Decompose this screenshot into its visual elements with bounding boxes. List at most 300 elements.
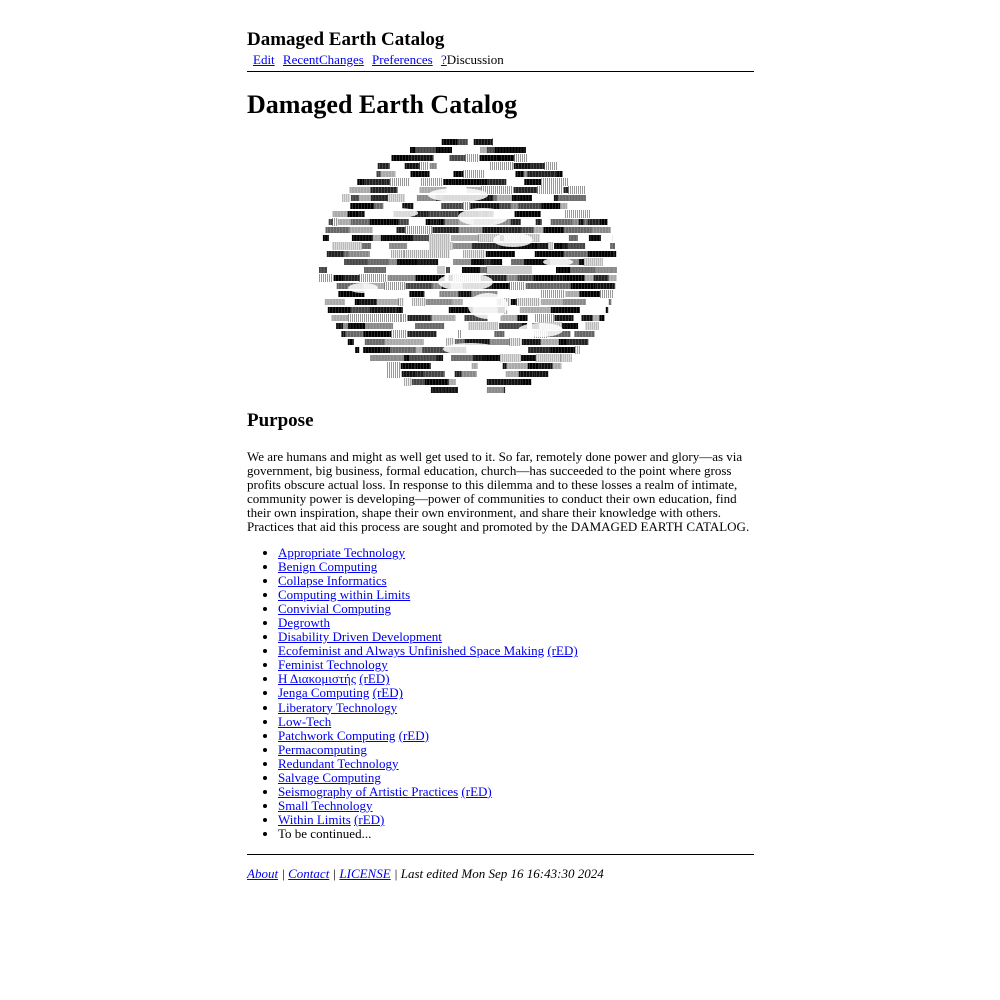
globe-mark [326, 227, 350, 233]
red-link[interactable]: (rED) [372, 685, 403, 701]
globe-cloud [378, 208, 418, 218]
globe-mark [421, 178, 441, 186]
globe-mark [535, 251, 564, 257]
globe-mark [454, 171, 464, 177]
globe-mark [463, 202, 469, 210]
globe-mark [501, 227, 521, 233]
globe-mark [507, 379, 521, 385]
globe-mark [555, 275, 565, 281]
globe-mark [493, 195, 497, 201]
globe-mark [558, 171, 563, 177]
list-item [278, 602, 754, 616]
last-edited: Last edited Mon Sep 16 16:43:30 2024 [400, 865, 604, 881]
about-link[interactable]: About [247, 865, 279, 881]
globe-mark [453, 299, 463, 305]
globe-mark [593, 315, 600, 321]
globe-mark [479, 179, 487, 185]
globe-mark [405, 378, 411, 386]
globe-mark [553, 363, 562, 369]
globe-mark [458, 139, 468, 145]
globe-mark [517, 298, 539, 306]
globe-mark [511, 219, 521, 225]
globe-mark [514, 163, 532, 169]
globe-mark [545, 307, 551, 313]
globe-mark [429, 211, 441, 217]
globe-mark [385, 339, 406, 345]
globe-mark [329, 219, 333, 225]
globe-mark [519, 371, 535, 377]
globe-mark [548, 242, 552, 250]
globe-mark [511, 203, 518, 209]
globe-mark [397, 259, 418, 265]
globe-mark [606, 307, 608, 313]
globe-mark [564, 251, 588, 257]
catalog-link[interactable]: Collapse Informatics [278, 573, 387, 589]
globe-mark [528, 171, 553, 177]
globe-mark [429, 234, 449, 242]
catalog-link[interactable]: Within Limits [278, 811, 351, 827]
recent-changes-link[interactable]: RecentChanges [282, 52, 364, 67]
catalog-link[interactable]: Liberatory Technology [278, 699, 398, 715]
globe-mark [579, 259, 584, 265]
globe-mark [319, 267, 327, 273]
globe-mark [343, 194, 349, 202]
globe-mark [407, 331, 436, 337]
globe-mark [573, 219, 579, 225]
globe-mark [388, 362, 400, 370]
globe-mark [443, 179, 453, 185]
globe-mark [464, 250, 484, 258]
list-item [278, 785, 754, 799]
globe-mark [370, 219, 392, 225]
globe-mark [528, 363, 540, 369]
globe-mark [449, 379, 456, 385]
globe-mark [543, 283, 571, 289]
globe-mark [569, 235, 578, 241]
globe-mark [360, 274, 386, 282]
site-title: Damaged Earth Catalog [247, 29, 445, 50]
globe-mark [360, 299, 377, 305]
globe-mark [362, 243, 371, 249]
globe-cloud [443, 343, 498, 355]
globe-mark [541, 290, 563, 298]
globe-mark [561, 354, 571, 362]
globe-mark [450, 155, 466, 161]
globe-mark [553, 171, 558, 177]
globe-mark [522, 339, 541, 345]
list-item [278, 701, 754, 715]
globe-image [247, 138, 754, 396]
globe-mark [420, 162, 428, 170]
footer-separator: | [393, 865, 398, 881]
catalog-link[interactable]: Low-Tech [278, 713, 332, 729]
red-link[interactable]: (rED) [547, 643, 578, 659]
globe-mark [363, 331, 391, 337]
globe-mark [425, 379, 449, 385]
globe-mark [352, 235, 373, 241]
license-link[interactable]: LICENSE [339, 865, 391, 881]
globe-mark [481, 322, 497, 330]
globe-mark [397, 227, 406, 233]
globe-mark [586, 322, 598, 330]
globe-mark [445, 219, 459, 225]
globe-mark [562, 243, 568, 249]
globe-cloud [458, 208, 508, 226]
catalog-link[interactable]: Redundant Technology [278, 755, 399, 771]
globe-mark [570, 267, 595, 273]
catalog-link[interactable]: Η Διακομιστής [278, 671, 356, 687]
globe-mark [385, 282, 405, 290]
globe-mark [355, 299, 360, 305]
globe-mark [464, 170, 484, 178]
globe-mark [500, 354, 520, 362]
edit-link[interactable]: Edit [253, 52, 275, 67]
red-link[interactable]: (rED) [359, 671, 390, 687]
globe-mark [579, 291, 600, 297]
globe-mark [487, 179, 506, 185]
globe-mark [438, 266, 444, 274]
globe-mark [600, 290, 612, 298]
globe-mark [338, 219, 351, 225]
globe-mark [388, 275, 416, 281]
globe-mark [615, 251, 616, 257]
globe-mark [384, 179, 390, 185]
globe-mark [397, 307, 403, 313]
globe-mark [349, 314, 369, 322]
globe-mark [514, 187, 538, 193]
globe-mark [442, 139, 458, 145]
globe-mark [472, 363, 478, 369]
globe-mark [413, 298, 425, 306]
globe-mark [459, 227, 483, 233]
globe-mark [541, 178, 567, 186]
globe-mark [401, 363, 416, 369]
globe-mark [556, 267, 570, 273]
globe-mark [405, 250, 421, 258]
globe-mark [405, 163, 420, 169]
globe-mark [458, 291, 471, 297]
globe-mark [410, 147, 415, 153]
list-item [278, 658, 754, 672]
globe-mark [491, 259, 502, 265]
catalog-link[interactable]: Degrowth [278, 615, 330, 631]
globe-mark [492, 283, 510, 289]
globe-mark [568, 243, 585, 249]
list-item [278, 771, 754, 785]
globe-mark [551, 219, 573, 225]
globe-cloud [428, 188, 488, 202]
globe-mark [377, 299, 399, 305]
globe-mark [344, 259, 368, 265]
red-link[interactable]: (rED) [461, 783, 492, 799]
globe-mark [370, 307, 397, 313]
globe-mark [415, 147, 436, 153]
globe-mark [412, 379, 425, 385]
globe-mark [359, 195, 371, 201]
globe-mark [374, 203, 383, 209]
section-heading-purpose: Purpose [247, 410, 314, 431]
globe-mark [348, 323, 365, 329]
globe-mark [521, 227, 534, 233]
globe-mark [390, 347, 410, 353]
globe-mark [575, 346, 579, 354]
catalog-link[interactable]: Patchwork Computing [278, 727, 396, 743]
globe-mark [487, 379, 507, 385]
red-link[interactable]: (rED) [398, 727, 429, 743]
globe-mark [402, 314, 406, 322]
globe-mark [423, 250, 449, 258]
globe-mark [371, 195, 388, 201]
globe-mark [392, 155, 410, 161]
globe-mark [388, 194, 394, 202]
globe-mark [466, 154, 478, 162]
globe-mark [332, 315, 349, 321]
footer [247, 866, 754, 882]
globe-mark [449, 307, 454, 313]
globe-mark [507, 275, 518, 281]
list-item [278, 715, 754, 729]
globe-mark [565, 275, 585, 281]
globe-mark [534, 227, 544, 233]
globe-mark [536, 354, 560, 362]
globe-mark [418, 259, 438, 265]
globe-mark [544, 227, 564, 233]
list-item-continued: • To be continued... [278, 827, 754, 841]
catalog-list [247, 546, 754, 841]
preferences-link[interactable]: Preferences [372, 52, 433, 67]
list-item [278, 560, 754, 574]
globe-mark [504, 387, 505, 393]
globe-mark [541, 203, 560, 209]
contact-link[interactable]: Contact [288, 865, 330, 881]
globe-mark [609, 299, 612, 305]
globe-mark [392, 219, 399, 225]
globe-mark [388, 370, 400, 378]
globe-mark [499, 203, 511, 209]
globe-mark [490, 339, 495, 345]
globe-mark [431, 387, 444, 393]
globe-mark [516, 171, 524, 177]
catalog-link[interactable]: Jenga Computing [278, 685, 370, 701]
globe-mark [521, 355, 536, 361]
globe-mark [501, 315, 518, 321]
globe-mark [453, 179, 479, 185]
globe-mark [441, 203, 463, 209]
globe-mark [500, 155, 515, 161]
globe-mark [458, 330, 460, 338]
globe-mark [495, 147, 516, 153]
globe-mark [413, 235, 429, 241]
globe-mark [564, 187, 569, 193]
globe-mark [343, 323, 348, 329]
top-nav [247, 52, 754, 68]
globe-mark [373, 235, 381, 241]
globe-mark [391, 330, 405, 338]
globe-mark [381, 171, 396, 177]
globe-cloud [348, 283, 378, 293]
globe-mark [589, 235, 601, 241]
catalog-link[interactable]: Ecofeminist and Always Unfinished Space Making [278, 643, 545, 659]
globe-mark [406, 226, 432, 234]
globe-mark [474, 139, 493, 145]
globe-mark [328, 307, 351, 313]
globe-mark [568, 339, 589, 345]
globe-mark [515, 154, 527, 162]
globe-mark [381, 235, 385, 241]
globe-mark [409, 355, 436, 361]
globe-mark [538, 186, 562, 194]
globe-mark [327, 251, 344, 257]
globe-mark [409, 291, 424, 297]
globe-mark [511, 299, 517, 305]
globe-mark [410, 347, 416, 353]
globe-mark [351, 219, 370, 225]
globe-mark [432, 315, 456, 321]
globe-mark [408, 315, 432, 321]
header-divider [247, 71, 754, 72]
globe-mark [424, 371, 445, 377]
globe-mark [399, 298, 403, 306]
globe-mark [390, 178, 392, 186]
globe-mark [571, 283, 596, 289]
globe-mark [600, 219, 608, 225]
ascii-earth-globe [318, 138, 618, 396]
globe-mark [497, 195, 512, 201]
globe-mark [377, 171, 381, 177]
globe-mark [596, 283, 615, 289]
globe-mark [350, 227, 373, 233]
globe-mark [325, 299, 345, 305]
catalog-link[interactable]: Salvage Computing [278, 769, 381, 785]
globe-mark [579, 219, 584, 225]
globe-mark [344, 251, 349, 257]
globe-mark [351, 195, 359, 201]
globe-mark [487, 147, 495, 153]
globe-mark [541, 339, 559, 345]
list-item [278, 672, 754, 686]
globe-mark [612, 267, 617, 273]
globe-mark [595, 267, 612, 273]
globe-mark [615, 283, 616, 289]
globe-mark [416, 347, 422, 353]
globe-mark [349, 251, 370, 257]
catalog-link[interactable]: Seismography of Artistic Practices [278, 783, 459, 799]
globe-mark [535, 371, 549, 377]
globe-mark [406, 283, 433, 289]
globe-mark [585, 275, 594, 281]
catalog-link[interactable]: Computing within Limits [278, 587, 411, 603]
globe-mark [551, 307, 580, 313]
globe-mark [399, 219, 409, 225]
globe-mark [562, 323, 578, 329]
globe-mark [396, 355, 404, 361]
globe-mark [609, 275, 617, 281]
globe-mark [480, 147, 487, 153]
globe-mark [368, 259, 389, 265]
globe-mark [364, 179, 384, 185]
globe-mark [610, 243, 615, 249]
globe-mark [381, 314, 401, 322]
globe-mark [451, 355, 473, 361]
globe-mark [389, 259, 397, 265]
footer-separator: | [332, 865, 337, 881]
globe-mark [444, 387, 458, 393]
globe-mark [411, 171, 430, 177]
globe-mark [516, 147, 526, 153]
list-item [278, 799, 754, 813]
globe-mark [402, 371, 416, 377]
globe-mark [404, 355, 409, 361]
globe-cloud [493, 233, 533, 247]
globe-mark [416, 371, 424, 377]
catalog-link[interactable]: Small Technology [278, 797, 373, 813]
catalog-link[interactable]: Disability Driven Development [278, 629, 442, 645]
globe-mark [495, 339, 510, 345]
globe-mark [334, 275, 344, 281]
globe-mark [416, 363, 431, 369]
globe-mark [537, 243, 548, 249]
globe-mark [355, 347, 359, 353]
list-item [278, 630, 754, 644]
list-item [278, 743, 754, 757]
list-item [278, 686, 754, 700]
catalog-link[interactable]: Appropriate Technology [278, 545, 406, 560]
globe-cloud [543, 258, 573, 266]
globe-mark [484, 355, 500, 361]
globe-cloud [438, 273, 493, 291]
globe-mark [336, 323, 343, 329]
globe-mark [524, 171, 528, 177]
globe-mark [323, 235, 329, 241]
globe-mark [446, 267, 450, 273]
catalog-link[interactable]: Permacomputing [278, 741, 367, 757]
globe-mark [594, 275, 609, 281]
globe-mark [471, 259, 484, 265]
catalog-link[interactable]: Benign Computing [278, 559, 378, 575]
globe-mark [510, 282, 524, 290]
globe-mark [554, 243, 562, 249]
globe-mark [333, 218, 337, 226]
globe-mark [380, 347, 390, 353]
globe-mark [453, 259, 471, 265]
catalog-link[interactable]: Feminist Technology [278, 657, 388, 673]
globe-mark [575, 291, 579, 297]
globe-mark [462, 371, 477, 377]
globe-mark [370, 355, 396, 361]
globe-mark [436, 355, 443, 361]
globe-mark [436, 147, 452, 153]
globe-mark [415, 323, 444, 329]
globe-mark [541, 299, 563, 305]
globe-mark [486, 251, 515, 257]
globe-mark [518, 275, 534, 281]
catalog-link[interactable]: Convivial Computing [278, 601, 392, 617]
globe-mark [584, 219, 588, 225]
red-link[interactable]: (rED) [354, 811, 385, 827]
globe-mark [455, 371, 462, 377]
page [247, 28, 754, 882]
globe-mark [364, 267, 386, 273]
globe-mark [410, 155, 434, 161]
globe-mark [350, 203, 374, 209]
globe-mark [536, 219, 542, 225]
list-item [278, 644, 754, 658]
globe-mark [584, 258, 602, 266]
discussion-link[interactable]: ? [440, 52, 447, 67]
globe-mark [592, 227, 611, 233]
globe-mark [512, 195, 518, 201]
page-title: Damaged Earth Catalog [247, 90, 518, 119]
